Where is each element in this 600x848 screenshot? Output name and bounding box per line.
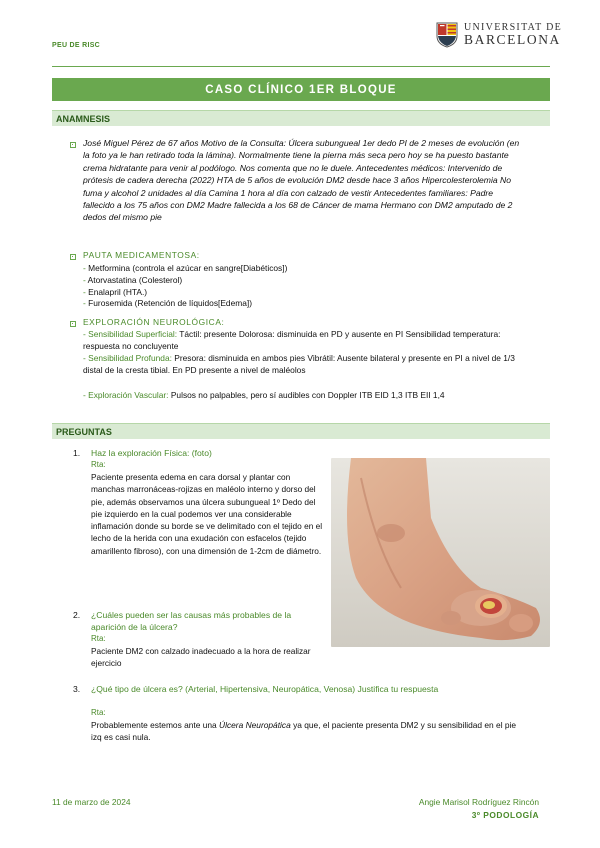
bullet-icon — [70, 321, 76, 327]
header-label: PEU DE RISC — [52, 42, 101, 49]
neuro-superficial-text: Táctil: presente Dolorosa: disminuida en PD y ausente en PI Sensibilidad temperatura: respuesta no concluyente — [83, 329, 501, 351]
anamnesis-text: José Miguel Pérez de 67 años Motivo de la Consulta: Úlcera subungueal 1er dedo PI de 2 meses de evolución (en la foto ya le han retirado toda la lámina). Normalmente tiene la pierna más seca pero hoy se ha puesto bastante crema hidratante para venir al podólogo. Nos comenta que no le duele. Antecedentes médicos: Intervenido de prótesis de cadera derecha (2022) HTA de 5 años de evolución DM2 desde hace 3 años Hipercolesterolemia No fuma y alcohol 2 unidades al día Camina 1 hora al día con calzado de vestir Antecedentes familiares: Padre fallecido a los 75 años con DM2 Madre fallecida a los 68 de Cáncer de mama Hermano con DM2 amputado de 2 dedos del mismo pie — [83, 138, 520, 223]
neuro-profunda: - Sensibilidad Profunda: Presora: disminuida en ambos pies Vibrátil: Ausente bilateral y presente en PI a nivel de 1/3 distal de la cresta tibial. En PD presente a nivel de maléolos — [83, 353, 515, 375]
q3-answer-post: ya que, el paciente presenta DM2 y su sensibilidad en el pie izq es casi nula. — [91, 720, 517, 743]
footer-author: Angie Marisol Rodríguez Rincón — [418, 797, 539, 807]
q2-answer: Paciente DM2 con calzado inadecuado a la hora de realizar ejercicio — [91, 646, 311, 669]
footer-course: 3º PODOLOGÍA — [471, 810, 539, 820]
q3-number: 3. — [73, 684, 81, 694]
university-logo — [436, 22, 562, 48]
q3-answer-emphasis: Úlcera Neuropática — [219, 720, 291, 730]
neuro-profunda-text: Presora: disminuida en ambos pies Vibrátil: Ausente bilateral y presente en PI a nivel de 1/3 distal de la cresta tibial. En PD presente a nivel de maléolos — [83, 353, 515, 375]
q1-answer: Paciente presenta edema en cara dorsal y plantar con manchas marronáceas-rojizas en maléolo interno y dorso del pie, además observamos una úlcera subungueal 1º Dedo del pie izquierdo en la cual podemos ver una considerable inflamación donde su borde se ve delimitado con el tejido en el lecho de la herida con una exudación con esfacelos (tejido amarillento fibroso), con una dimensión de 1-2cm de diámetro. — [91, 472, 323, 556]
vascular-text: Pulsos no palpables, pero sí audibles con Doppler ITB EID 1,3 ITB EII 1,4 — [170, 390, 445, 400]
q3-question: ¿Qué tipo de úlcera es? (Arterial, Hipertensiva, Neuropática, Venosa) Justifica tu respuesta — [91, 684, 439, 694]
medication-item: - Atorvastatina (Colesterol) — [83, 275, 513, 287]
logo-line1: UNIVERSITAT DE — [464, 22, 563, 34]
vascular-label: Exploración Vascular: — [88, 390, 169, 400]
medication-item: - Enalapril (HTA.) — [83, 287, 513, 299]
medication-item: - Metformina (controla el azúcar en sangre[Diabéticos]) — [83, 263, 513, 275]
bullet-icon — [70, 254, 76, 260]
neuro-superficial: - Sensibilidad Superficial: Táctil: presente Dolorosa: disminuida en PD y ausente en PI Sensibilidad temperatura: respuesta no concluyente — [83, 329, 501, 351]
bullet-icon — [70, 142, 76, 148]
footer-date: 11 de marzo de 2024 — [52, 797, 131, 807]
page-title: CASO CLÍNICO 1ER BLOQUE — [52, 78, 550, 101]
q3-rta-label: Rta: — [91, 708, 106, 717]
foot-ulcer-image — [331, 458, 550, 647]
q3-answer — [91, 719, 523, 744]
medication-list — [83, 263, 513, 310]
q1-rta-label: Rta: — [91, 460, 106, 469]
vascular-exploration: - Exploración Vascular: Pulsos no palpables, pero sí audibles con Doppler ITB EID 1,3 ITB EII 1,4 — [83, 390, 445, 400]
neuro-profunda-label: Sensibilidad Profunda: — [88, 353, 172, 363]
section-preguntas-heading: PREGUNTAS — [52, 423, 550, 439]
neuro-superficial-label: Sensibilidad Superficial: — [88, 329, 178, 339]
q1-question: Haz la exploración Física: (foto) — [91, 448, 212, 458]
header-divider — [52, 66, 550, 67]
university-seal-icon — [436, 22, 458, 48]
q2-question: ¿Cuáles pueden ser las causas más probables de la aparición de la úlcera? — [91, 610, 292, 633]
university-name — [464, 23, 562, 47]
logo-line2: BARCELONA — [464, 32, 561, 48]
neuro-label: EXPLORACIÓN NEUROLÓGICA: — [83, 317, 225, 327]
q2-number: 2. — [73, 610, 81, 620]
q1-number: 1. — [73, 448, 81, 458]
q3-answer-pre: Probablemente estemos ante una — [91, 720, 217, 730]
q2-rta-label: Rta: — [91, 634, 106, 643]
medication-label: PAUTA MEDICAMENTOSA: — [83, 250, 200, 260]
medication-item: - Furosemida (Retención de líquidos[Edema]) — [83, 298, 513, 310]
clinical-foot-photo — [331, 458, 550, 647]
section-anamnesis-heading: ANAMNESIS — [52, 110, 550, 126]
